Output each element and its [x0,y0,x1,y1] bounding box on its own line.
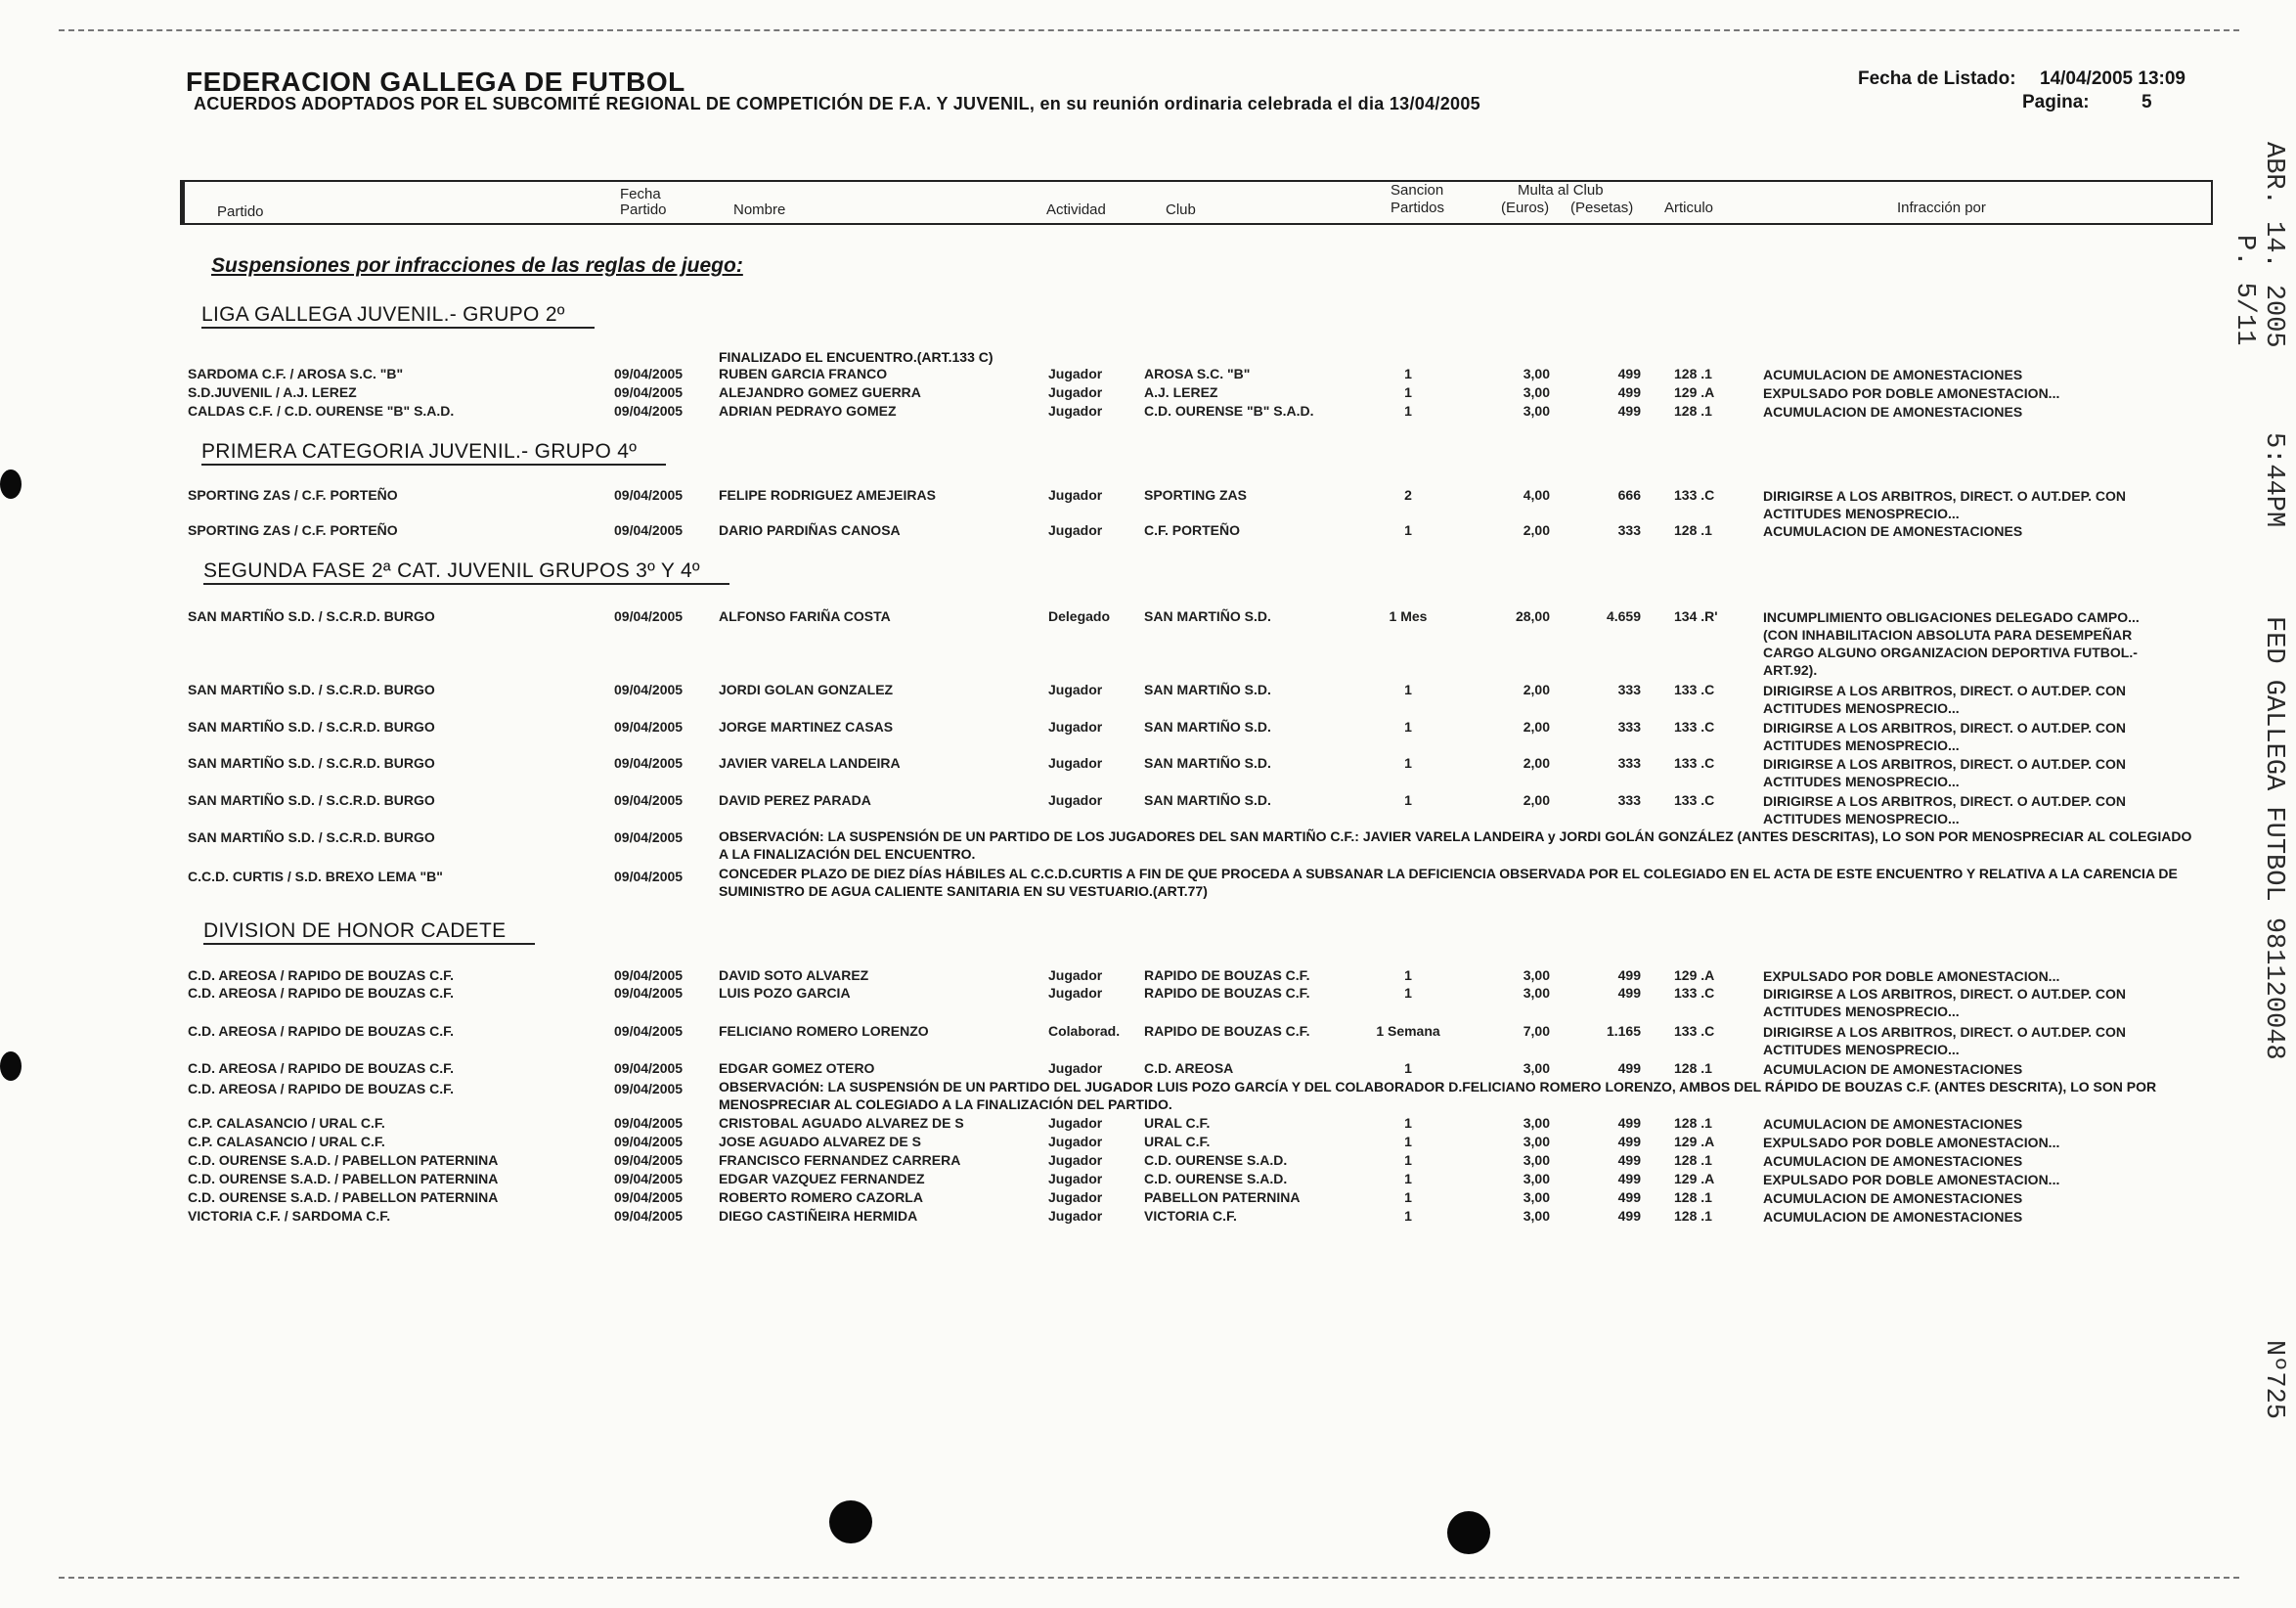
col-pesetas: (Pesetas) [1570,200,1634,216]
cell-sancion: 1 Semana [1376,1023,1440,1039]
cell-sancion: 1 [1404,985,1412,1001]
table-row [0,967,2296,986]
cell-club: SAN MARTIÑO S.D. [1144,719,1271,735]
cell-fecha: 09/04/2005 [614,719,684,735]
col-infraccion: Infracción por [1897,200,1986,216]
cell-euros: 2,00 [1523,792,1550,808]
cell-partido: C.D. AREOSA / RAPIDO DE BOUZAS C.F. [188,1081,454,1096]
cell-fecha: 09/04/2005 [614,1023,684,1039]
cell-partido: VICTORIA C.F. / SARDOMA C.F. [188,1208,391,1224]
cell-articulo: 129 .A [1674,1134,1715,1149]
cell-nombre: CRISTOBAL AGUADO ALVAREZ DE S [719,1115,964,1131]
group-note: FINALIZADO EL ENCUENTRO.(ART.133 C) [719,349,993,365]
cell-partido: SAN MARTIÑO S.D. / S.C.R.D. BURGO [188,719,435,735]
col-partido: Partido [217,203,264,220]
cell-partido: C.C.D. CURTIS / S.D. BREXO LEMA "B" [188,869,443,884]
listing-date-label: Fecha de Listado: [1858,68,2016,89]
col-nombre: Nombre [733,201,786,218]
table-row [0,682,2296,716]
cell-nombre: JORGE MARTINEZ CASAS [719,719,894,735]
cell-sancion: 1 [1404,792,1412,808]
cell-actividad: Jugador [1048,403,1103,419]
cell-partido: SARDOMA C.F. / AROSA S.C. "B" [188,366,404,381]
cell-pesetas: 499 [1617,366,1641,381]
cell-infraccion: DIRIGIRSE A LOS ARBITROS, DIRECT. O AUT.DEP. CON ACTITUDES MENOSPRECIO... [1763,720,2127,753]
cell-articulo: 128 .1 [1674,366,1712,381]
cell-articulo: 128 .1 [1674,1060,1712,1076]
cell-nombre: LUIS POZO GARCIA [719,985,851,1001]
col-fecha-bottom: Partido [620,201,667,218]
cell-nombre: RUBEN GARCIA FRANCO [719,366,888,381]
cell-euros: 3,00 [1523,1189,1550,1205]
cell-articulo: 129 .A [1674,967,1715,983]
cell-sancion: 1 [1404,682,1412,697]
cell-euros: 28,00 [1515,608,1550,624]
cell-euros: 3,00 [1523,1152,1550,1168]
cell-infraccion: ACUMULACION DE AMONESTACIONES [1763,1209,2023,1225]
cell-fecha: 09/04/2005 [614,1115,684,1131]
cell-euros: 7,00 [1523,1023,1550,1039]
table-row [0,608,2296,678]
cell-actividad: Jugador [1048,522,1103,538]
cell-partido: SAN MARTIÑO S.D. / S.C.R.D. BURGO [188,608,435,624]
cell-club: SPORTING ZAS [1144,487,1248,503]
cell-articulo: 128 .1 [1674,1152,1712,1168]
section-title: Suspensiones por infracciones de las reglas de juego: [211,254,743,277]
cell-infraccion: ACUMULACION DE AMONESTACIONES [1763,1116,2023,1132]
cell-pesetas: 499 [1617,967,1641,983]
cell-sancion: 1 Mes [1389,608,1428,624]
cell-euros: 2,00 [1523,719,1550,735]
cell-partido: SAN MARTIÑO S.D. / S.C.R.D. BURGO [188,682,435,697]
cell-sancion: 1 [1404,755,1412,771]
cell-nombre: DARIO PARDIÑAS CANOSA [719,522,901,538]
table-row [0,792,2296,826]
cell-fecha: 09/04/2005 [614,403,684,419]
cell-partido: C.P. CALASANCIO / URAL C.F. [188,1115,385,1131]
cell-euros: 3,00 [1523,366,1550,381]
cell-fecha: 09/04/2005 [614,1152,684,1168]
cell-actividad: Jugador [1048,967,1103,983]
table-row [0,719,2296,753]
cell-club: RAPIDO DE BOUZAS C.F. [1144,1023,1310,1039]
page-number: 5 [2141,92,2152,112]
cell-nombre: ALFONSO FARIÑA COSTA [719,608,891,624]
cell-infraccion: DIRIGIRSE A LOS ARBITROS, DIRECT. O AUT.DEP. CON ACTITUDES MENOSPRECIO... [1763,756,2127,789]
cell-pesetas: 4.659 [1606,608,1641,624]
group-title: LIGA GALLEGA JUVENIL.- GRUPO 2º [201,303,595,329]
cell-infraccion: ACUMULACION DE AMONESTACIONES [1763,523,2023,539]
cell-partido: C.D. OURENSE S.A.D. / PABELLON PATERNINA [188,1152,499,1168]
cell-euros: 3,00 [1523,384,1550,400]
cell-club: AROSA S.C. "B" [1144,366,1251,381]
cell-euros: 3,00 [1523,1060,1550,1076]
cell-fecha: 09/04/2005 [614,967,684,983]
cell-nombre: FELICIANO ROMERO LORENZO [719,1023,929,1039]
scan-bottom-edge [59,1577,2239,1579]
cell-fecha: 09/04/2005 [614,1189,684,1205]
cell-club: VICTORIA C.F. [1144,1208,1237,1224]
cell-euros: 2,00 [1523,755,1550,771]
cell-fecha: 09/04/2005 [614,522,684,538]
cell-club: C.D. OURENSE S.A.D. [1144,1152,1288,1168]
cell-fecha: 09/04/2005 [614,829,684,845]
table-row [0,403,2296,422]
cell-fecha: 09/04/2005 [614,869,684,884]
cell-partido: SAN MARTIÑO S.D. / S.C.R.D. BURGO [188,755,435,771]
cell-pesetas: 499 [1617,1060,1641,1076]
cell-actividad: Jugador [1048,719,1103,735]
listing-date: 14/04/2005 13:09 [2040,68,2186,89]
cell-pesetas: 499 [1617,1152,1641,1168]
cell-partido: CALDAS C.F. / C.D. OURENSE "B" S.A.D. [188,403,455,419]
cell-fecha: 09/04/2005 [614,1060,684,1076]
cell-partido: SAN MARTIÑO S.D. / S.C.R.D. BURGO [188,829,435,845]
cell-actividad: Jugador [1048,792,1103,808]
fax-time: 5:44PM [2259,431,2288,528]
cell-actividad: Jugador [1048,487,1103,503]
cell-nombre: FRANCISCO FERNANDEZ CARRERA [719,1152,961,1168]
cell-nombre: JORDI GOLAN GONZALEZ [719,682,894,697]
cell-infraccion: EXPULSADO POR DOBLE AMONESTACION... [1763,1135,2060,1150]
cell-club: PABELLON PATERNINA [1144,1189,1301,1205]
cell-pesetas: 1.165 [1606,1023,1641,1039]
cell-actividad: Jugador [1048,1208,1103,1224]
cell-fecha: 09/04/2005 [614,755,684,771]
cell-articulo: 128 .1 [1674,1115,1712,1131]
cell-pesetas: 499 [1617,1115,1641,1131]
cell-fecha: 09/04/2005 [614,608,684,624]
col-multa: Multa al Club [1518,182,1604,199]
cell-club: SAN MARTIÑO S.D. [1144,792,1271,808]
cell-nombre: ROBERTO ROMERO CAZORLA [719,1189,923,1205]
cell-pesetas: 333 [1617,792,1641,808]
cell-infraccion: DIRIGIRSE A LOS ARBITROS, DIRECT. O AUT.DEP. CON ACTITUDES MENOSPRECIO... [1763,683,2127,716]
observation-text: CONCEDER PLAZO DE DIEZ DÍAS HÁBILES AL C.C.D.CURTIS A FIN DE QUE PROCEDA A SUBSANAR LA DEFICIENCIA OBSERVADA POR EL COLEGIADO EN EL ACTA DE ESTE ENCUENTRO Y RELATIVA A LA CARENCIA DE SUMINISTRO DE AGUA CALIENTE SANITARIA EN SU VESTUARIO.(ART.77) [719,866,2178,899]
cell-infraccion: ACUMULACION DE AMONESTACIONES [1763,367,2023,382]
cell-articulo: 133 .C [1674,487,1715,503]
table-row [0,522,2296,541]
cell-club: C.D. OURENSE "B" S.A.D. [1144,403,1314,419]
observation-text: OBSERVACIÓN: LA SUSPENSIÓN DE UN PARTIDO DEL JUGADOR LUIS POZO GARCÍA Y DEL COLABORADOR D.FELICIANO ROMERO LORENZO, AMBOS DEL RÁPIDO DE BOUZAS C.F. (ANTES DESCRITA), LO SON POR MENOSPRECIAR AL COLEGIADO A LA FINALIZACIÓN DEL PARTIDO. [719,1079,2157,1112]
cell-sancion: 1 [1404,403,1412,419]
cell-pesetas: 499 [1617,985,1641,1001]
cell-articulo: 128 .1 [1674,403,1712,419]
cell-fecha: 09/04/2005 [614,985,684,1001]
cell-infraccion: INCUMPLIMIENTO OBLIGACIONES DELEGADO CAMPO...(CON INHABILITACION ABSOLUTA PARA DESEMPEÑAR CARGO ALGUNO ORGANIZACION DEPORTIVA FUTBOL.-ART.92). [1763,609,2140,678]
cell-articulo: 129 .A [1674,1171,1715,1186]
cell-pesetas: 333 [1617,682,1641,697]
cell-club: SAN MARTIÑO S.D. [1144,608,1271,624]
table-row [0,366,2296,384]
cell-actividad: Colaborad. [1048,1023,1121,1039]
cell-club: C.D. OURENSE S.A.D. [1144,1171,1288,1186]
cell-club: URAL C.F. [1144,1115,1211,1131]
cell-articulo: 133 .C [1674,755,1715,771]
cell-fecha: 09/04/2005 [614,792,684,808]
cell-pesetas: 666 [1617,487,1641,503]
cell-partido: SPORTING ZAS / C.F. PORTEÑO [188,522,398,538]
cell-articulo: 133 .C [1674,792,1715,808]
cell-sancion: 1 [1404,1189,1412,1205]
cell-infraccion: ACUMULACION DE AMONESTACIONES [1763,1153,2023,1169]
cell-sancion: 1 [1404,1171,1412,1186]
cell-partido: C.D. OURENSE S.A.D. / PABELLON PATERNINA [188,1189,499,1205]
cell-articulo: 133 .C [1674,682,1715,697]
document-subtitle: ACUERDOS ADOPTADOS POR EL SUBCOMITÉ REGIONAL DE COMPETICIÓN DE F.A. Y JUVENIL, en su reunión ordinaria celebrada el dia 13/04/2005 [194,94,1480,113]
cell-actividad: Jugador [1048,1060,1103,1076]
cell-euros: 3,00 [1523,1134,1550,1149]
cell-articulo: 128 .1 [1674,1189,1712,1205]
fax-date: ABR. 14. 2005 [2259,142,2288,348]
cell-club: URAL C.F. [1144,1134,1211,1149]
punch-hole-icon [0,1051,22,1081]
cell-partido: SAN MARTIÑO S.D. / S.C.R.D. BURGO [188,792,435,808]
col-articulo: Articulo [1664,200,1714,216]
col-fecha-top: Fecha [620,186,661,202]
table-row [0,1060,2296,1079]
cell-sancion: 1 [1404,366,1412,381]
cell-sancion: 1 [1404,1208,1412,1224]
cell-articulo: 128 .1 [1674,1208,1712,1224]
cell-partido: C.D. OURENSE S.A.D. / PABELLON PATERNINA [188,1171,499,1186]
punch-hole-icon [0,469,22,499]
cell-infraccion: EXPULSADO POR DOBLE AMONESTACION... [1763,1172,2060,1187]
cell-euros: 3,00 [1523,1171,1550,1186]
cell-actividad: Jugador [1048,985,1103,1001]
cell-club: RAPIDO DE BOUZAS C.F. [1144,985,1310,1001]
cell-sancion: 1 [1404,967,1412,983]
cell-actividad: Jugador [1048,1115,1103,1131]
cell-sancion: 1 [1404,719,1412,735]
cell-sancion: 1 [1404,1115,1412,1131]
group-title: PRIMERA CATEGORIA JUVENIL.- GRUPO 4º [201,440,666,466]
cell-articulo: 134 .R' [1674,608,1718,624]
cell-pesetas: 499 [1617,1208,1641,1224]
cell-sancion: 1 [1404,1060,1412,1076]
cell-euros: 3,00 [1523,1208,1550,1224]
cell-pesetas: 499 [1617,384,1641,400]
cell-pesetas: 499 [1617,403,1641,419]
cell-nombre: ALEJANDRO GOMEZ GUERRA [719,384,921,400]
cell-actividad: Jugador [1048,384,1103,400]
cell-articulo: 133 .C [1674,719,1715,735]
cell-actividad: Jugador [1048,1189,1103,1205]
cell-infraccion: ACUMULACION DE AMONESTACIONES [1763,404,2023,420]
cell-articulo: 133 .C [1674,1023,1715,1039]
table-row [0,1134,2296,1152]
fax-sender: FED GALLEGA FUTBOL 981120048 [2259,616,2288,1060]
col-actividad: Actividad [1046,201,1106,218]
cell-pesetas: 333 [1617,755,1641,771]
cell-fecha: 09/04/2005 [614,366,684,381]
cell-club: C.D. AREOSA [1144,1060,1234,1076]
cell-infraccion: EXPULSADO POR DOBLE AMONESTACION... [1763,968,2060,984]
cell-nombre: JOSE AGUADO ALVAREZ DE S [719,1134,921,1149]
cell-partido: C.D. AREOSA / RAPIDO DE BOUZAS C.F. [188,1060,454,1076]
cell-fecha: 09/04/2005 [614,487,684,503]
cell-club: SAN MARTIÑO S.D. [1144,682,1271,697]
table-row [0,1023,2296,1057]
cell-pesetas: 499 [1617,1189,1641,1205]
cell-infraccion: DIRIGIRSE A LOS ARBITROS, DIRECT. O AUT.DEP. CON ACTITUDES MENOSPRECIO... [1763,488,2127,521]
fax-header [2230,142,2288,1608]
cell-actividad: Jugador [1048,1134,1103,1149]
cell-actividad: Jugador [1048,366,1103,381]
cell-actividad: Jugador [1048,1152,1103,1168]
table-row [0,985,2296,1019]
cell-euros: 2,00 [1523,522,1550,538]
cell-sancion: 1 [1404,1152,1412,1168]
table-row [0,1115,2296,1134]
cell-euros: 3,00 [1523,1115,1550,1131]
col-sancion-bottom: Partidos [1391,200,1445,216]
cell-articulo: 133 .C [1674,985,1715,1001]
cell-club: C.F. PORTEÑO [1144,522,1241,538]
table-row [0,1208,2296,1227]
cell-euros: 3,00 [1523,985,1550,1001]
punch-hole-icon [1447,1511,1490,1554]
group-title: SEGUNDA FASE 2ª CAT. JUVENIL GRUPOS 3º Y 4º [203,559,729,585]
cell-partido: SPORTING ZAS / C.F. PORTEÑO [188,487,398,503]
cell-actividad: Jugador [1048,755,1103,771]
table-row [0,1189,2296,1208]
cell-partido: C.P. CALASANCIO / URAL C.F. [188,1134,385,1149]
col-club: Club [1166,201,1196,218]
cell-nombre: DIEGO CASTIÑEIRA HERMIDA [719,1208,918,1224]
cell-actividad: Delegado [1048,608,1111,624]
cell-pesetas: 499 [1617,1171,1641,1186]
cell-pesetas: 499 [1617,1134,1641,1149]
document-title: FEDERACION GALLEGA DE FUTBOL [186,67,685,97]
cell-fecha: 09/04/2005 [614,1134,684,1149]
cell-partido: C.D. AREOSA / RAPIDO DE BOUZAS C.F. [188,1023,454,1039]
cell-club: RAPIDO DE BOUZAS C.F. [1144,967,1310,983]
col-sancion-top: Sancion [1391,182,1444,199]
page-label: Pagina: [2022,92,2090,112]
cell-euros: 3,00 [1523,967,1550,983]
observation-text: OBSERVACIÓN: LA SUSPENSIÓN DE UN PARTIDO DE LOS JUGADORES DEL SAN MARTIÑO C.F.: JAVIER VARELA LANDEIRA y JORDI GOLÁN GONZÁLEZ (ANTES DESCRITAS), LO SON POR MENOSPRECIAR AL COLEGIADO A LA FINALIZACIÓN DEL ENCUENTRO. [719,828,2192,862]
cell-fecha: 09/04/2005 [614,1208,684,1224]
punch-hole-icon [829,1500,872,1543]
cell-fecha: 09/04/2005 [614,384,684,400]
cell-partido: C.D. AREOSA / RAPIDO DE BOUZAS C.F. [188,967,454,983]
cell-nombre: JAVIER VARELA LANDEIRA [719,755,901,771]
cell-partido: S.D.JUVENIL / A.J. LEREZ [188,384,357,400]
cell-fecha: 09/04/2005 [614,682,684,697]
cell-fecha: 09/04/2005 [614,1081,684,1096]
cell-articulo: 128 .1 [1674,522,1712,538]
cell-fecha: 09/04/2005 [614,1171,684,1186]
cell-nombre: ADRIAN PEDRAYO GOMEZ [719,403,897,419]
fax-page: P. 5/11 [2230,235,2259,346]
cell-infraccion: DIRIGIRSE A LOS ARBITROS, DIRECT. O AUT.DEP. CON ACTITUDES MENOSPRECIO... [1763,986,2127,1019]
cell-infraccion: EXPULSADO POR DOBLE AMONESTACION... [1763,385,2060,401]
cell-club: A.J. LEREZ [1144,384,1218,400]
fax-number: Nº725 [2259,1340,2288,1420]
table-row [0,1152,2296,1171]
cell-sancion: 1 [1404,1134,1412,1149]
cell-pesetas: 333 [1617,719,1641,735]
cell-infraccion: DIRIGIRSE A LOS ARBITROS, DIRECT. O AUT.DEP. CON ACTITUDES MENOSPRECIO... [1763,1024,2127,1057]
cell-euros: 3,00 [1523,403,1550,419]
cell-sancion: 1 [1404,384,1412,400]
cell-nombre: EDGAR GOMEZ OTERO [719,1060,875,1076]
cell-euros: 2,00 [1523,682,1550,697]
cell-actividad: Jugador [1048,1171,1103,1186]
cell-nombre: DAVID PEREZ PARADA [719,792,871,808]
cell-actividad: Jugador [1048,682,1103,697]
group-title: DIVISION DE HONOR CADETE [203,919,535,945]
table-row [0,384,2296,403]
cell-pesetas: 333 [1617,522,1641,538]
cell-infraccion: ACUMULACION DE AMONESTACIONES [1763,1061,2023,1077]
cell-club: SAN MARTIÑO S.D. [1144,755,1271,771]
table-row [0,1171,2296,1189]
cell-nombre: DAVID SOTO ALVAREZ [719,967,869,983]
table-row [0,487,2296,521]
cell-sancion: 1 [1404,522,1412,538]
cell-nombre: FELIPE RODRIGUEZ AMEJEIRAS [719,487,936,503]
cell-euros: 4,00 [1523,487,1550,503]
col-euros: (Euros) [1501,200,1550,216]
cell-infraccion: ACUMULACION DE AMONESTACIONES [1763,1190,2023,1206]
table-row [0,755,2296,789]
cell-sancion: 2 [1404,487,1412,503]
cell-nombre: EDGAR VAZQUEZ FERNANDEZ [719,1171,925,1186]
scan-top-edge [59,29,2239,31]
cell-partido: C.D. AREOSA / RAPIDO DE BOUZAS C.F. [188,985,454,1001]
cell-infraccion: DIRIGIRSE A LOS ARBITROS, DIRECT. O AUT.DEP. CON ACTITUDES MENOSPRECIO... [1763,793,2127,826]
cell-articulo: 129 .A [1674,384,1715,400]
